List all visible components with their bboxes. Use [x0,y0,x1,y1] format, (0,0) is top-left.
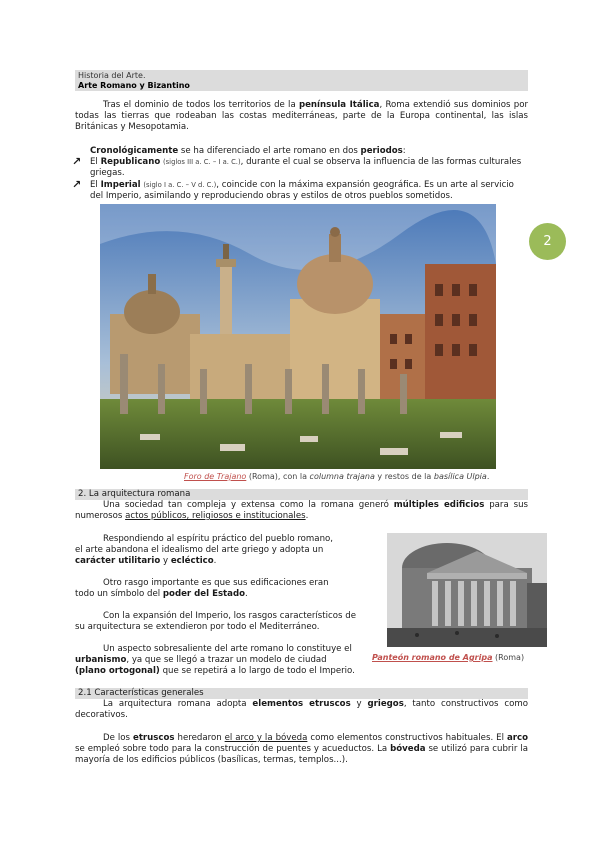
arrow-bullet-icon: ↗ [72,155,82,168]
arrow-bullet-icon: ↗ [72,178,82,191]
header-topic: Arte Romano y Bizantino [78,81,190,90]
section2-paragraph-1: Una sociedad tan compleja y extensa como la romana generó múltiples edificios para sus numerosos actos públicos, religiosos e institucionales. [75,500,528,521]
section2-title: 2. La arquitectura romana [75,489,528,500]
trajan-forum-photo [100,204,496,469]
intro-paragraph: Tras el dominio de todos los territorios de la península Itálica, Roma extendió sus dominios por todas las tierras que rodeaban las costas mediterráneas, parte de la Europa continental, las islas Británicas y Mesopotamia. [75,100,528,132]
header-subject: Historia del Arte. [78,71,146,80]
page-number-badge: 2 [529,223,566,260]
section21-paragraph-2: De los etruscos heredaron el arco y la bóveda como elementos constructivos habituales. El arco se empleó sobre todo para la construcción de puentes y acueductos. La bóveda se utilizó para cubrir la mayoría de los edificios públicos (basílicas, termas, templos...). [75,733,529,765]
period-republicano: El Republicano (siglos III a. C. – I a. C.), durante el cual se observa la influencia de las formas culturales griegas. [90,157,522,178]
section2-paragraph-2: Respondiendo al espíritu práctico del pueblo romano, el arte abandona el idealismo del arte griego y adopta un carácter utilitario y ecléctico. [75,534,333,566]
chronology-line: Cronológicamente se ha diferenciado el arte romano en dos periodos: [90,146,406,156]
photo2-caption: Panteón romano de Agripa (Roma) [372,653,525,662]
section21-paragraph-1: La arquitectura romana adopta elementos etruscos y griegos, tanto constructivos como decorativos. [75,699,528,720]
section2-paragraph-3: Otro rasgo importante es que sus edificaciones eran todo un símbolo del poder del Estado. [75,578,329,599]
section2-paragraph-5: Un aspecto sobresaliente del arte romano lo constituye el urbanismo, ya que se llegó a trazar un modelo de ciudad (plano ortogonal) que se repetirá a lo largo de todo el Imperio. [75,644,355,676]
photo1-caption: Foro de Trajano (Roma), con la columna trajana y restos de la basílica Ulpia. [184,472,490,481]
document-header [75,70,528,91]
section21-title: 2.1 Características generales [75,688,528,699]
pantheon-photo [387,533,547,647]
section2-paragraph-4: Con la expansión del Imperio, los rasgos característicos de su arquitectura se extendieron por todo el Mediterráneo. [75,611,356,632]
period-imperial: El Imperial (siglo I a. C. – V d. C.), coincide con la máxima expansión geográfica. Es un arte al servicio del Imperio, asimilando y reproduciendo obras y estilos de otros pueblos sometidos. [90,180,514,201]
